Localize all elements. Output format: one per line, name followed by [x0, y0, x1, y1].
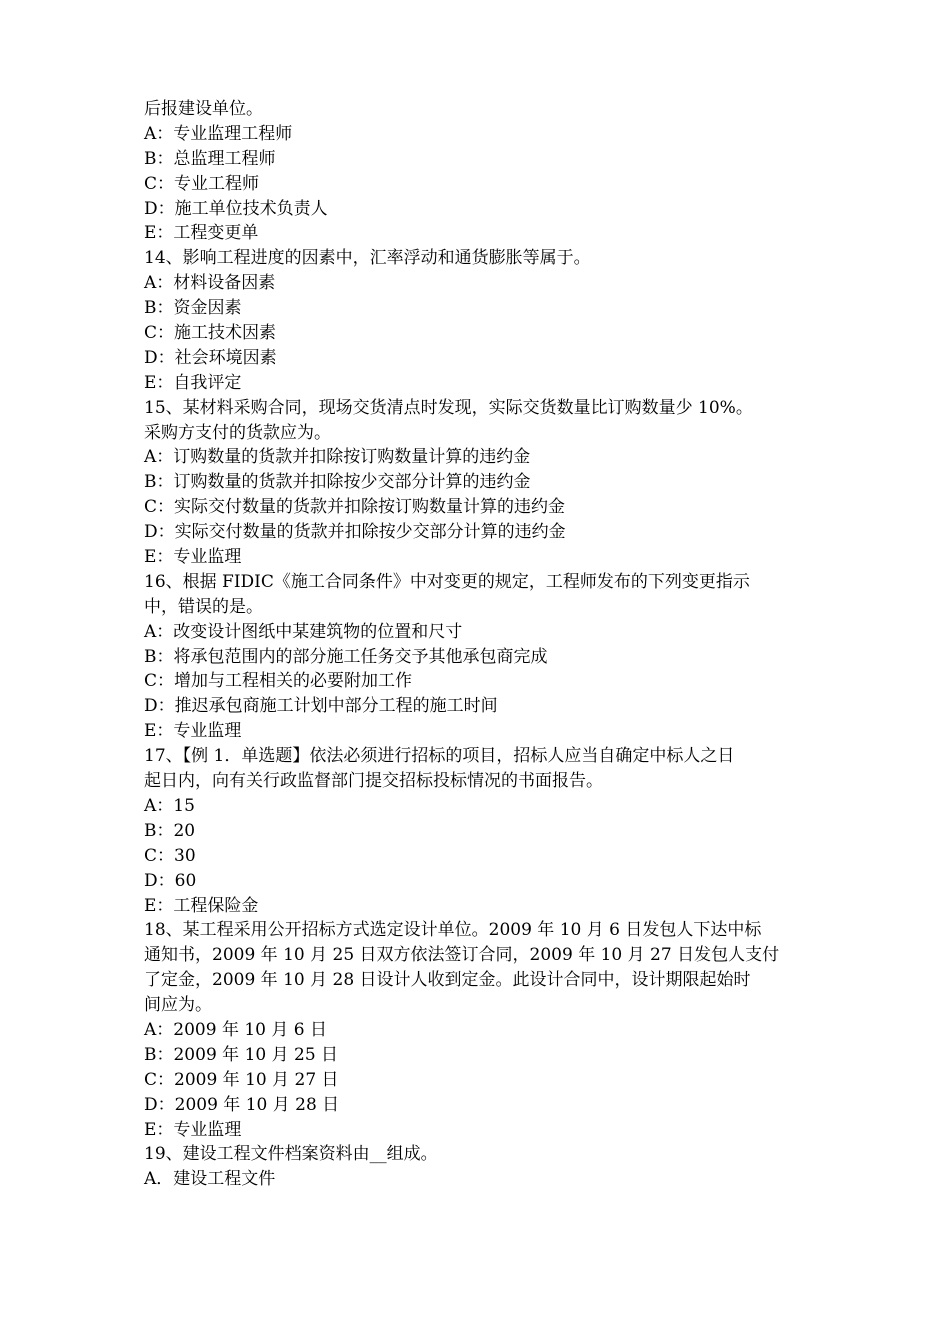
text-line: 后报建设单位。	[144, 99, 263, 119]
question-15: 15、某材料采购合同，现场交货清点时发现，实际交货数量比订购数量少 10%。	[144, 397, 753, 418]
option-line: C：2009 年 10 月 27 日	[144, 1069, 339, 1090]
option-line: D：2009 年 10 月 28 日	[144, 1094, 340, 1115]
option-line: C：30	[144, 845, 196, 866]
option-line: B：资金因素	[144, 298, 242, 319]
option-line: D：社会环境因素	[144, 347, 277, 368]
question-17: 17、【例 1．单选题】依法必须进行招标的项目，招标人应当自确定中标人之日	[144, 746, 735, 767]
option-line: A：改变设计图纸中某建筑物的位置和尺寸	[144, 621, 463, 642]
option-line: C：专业工程师	[144, 173, 260, 194]
option-line: E：工程变更单	[144, 223, 259, 244]
option-line: C：施工技术因素	[144, 323, 277, 344]
question-17-cont: 起日内，向有关行政监督部门提交招标投标情况的书面报告。	[144, 771, 603, 792]
document-page	[144, 97, 814, 1192]
question-15-cont: 采购方支付的货款应为。	[144, 422, 331, 443]
option-line: D：实际交付数量的货款并扣除按少交部分计算的违约金	[144, 522, 566, 543]
option-line: B：订购数量的货款并扣除按少交部分计算的违约金	[144, 472, 531, 493]
option-line: C：实际交付数量的货款并扣除按订购数量计算的违约金	[144, 497, 566, 518]
question-19: 19、建设工程文件档案资料由__组成。	[144, 1144, 438, 1165]
option-line: E：专业监理	[144, 1119, 242, 1140]
option-line: E：专业监理	[144, 721, 242, 742]
option-line: A：2009 年 10 月 6 日	[144, 1019, 328, 1040]
option-line: A：专业监理工程师	[144, 123, 293, 144]
option-line: A：材料设备因素	[144, 273, 276, 294]
option-line: B：20	[144, 820, 196, 841]
question-14: 14、影响工程进度的因素中，汇率浮动和通货膨胀等属于。	[144, 248, 591, 269]
option-line: D：60	[144, 870, 197, 891]
option-line: A：15	[144, 795, 195, 816]
question-16-cont: 中，错误的是。	[144, 596, 263, 617]
question-18-cont: 间应为。	[144, 995, 212, 1016]
option-line: D：推迟承包商施工计划中部分工程的施工时间	[144, 696, 498, 717]
option-line: A：订购数量的货款并扣除按订购数量计算的违约金	[144, 447, 531, 468]
option-line: D：施工单位技术负责人	[144, 198, 328, 219]
option-line: E：工程保险金	[144, 895, 259, 916]
option-line: B：将承包范围内的部分施工任务交予其他承包商完成	[144, 646, 548, 667]
question-18-cont: 通知书，2009 年 10 月 25 日双方依法签订合同，2009 年 10 月 27 日发包人支付	[144, 945, 780, 966]
option-line: E：自我评定	[144, 372, 242, 393]
question-18-cont: 了定金，2009 年 10 月 28 日设计人收到定金。此设计合同中，设计期限起始时	[144, 970, 751, 991]
option-line: B：总监理工程师	[144, 148, 276, 169]
question-18: 18、某工程采用公开招标方式选定设计单位。2009 年 10 月 6 日发包人下达中标	[144, 920, 762, 941]
option-line: A．建设工程文件	[144, 1169, 276, 1190]
option-line: B：2009 年 10 月 25 日	[144, 1044, 339, 1065]
option-line: C：增加与工程相关的必要附加工作	[144, 671, 413, 692]
question-16: 16、根据 FIDIC《施工合同条件》中对变更的规定，工程师发布的下列变更指示	[144, 571, 750, 592]
option-line: E：专业监理	[144, 547, 242, 568]
